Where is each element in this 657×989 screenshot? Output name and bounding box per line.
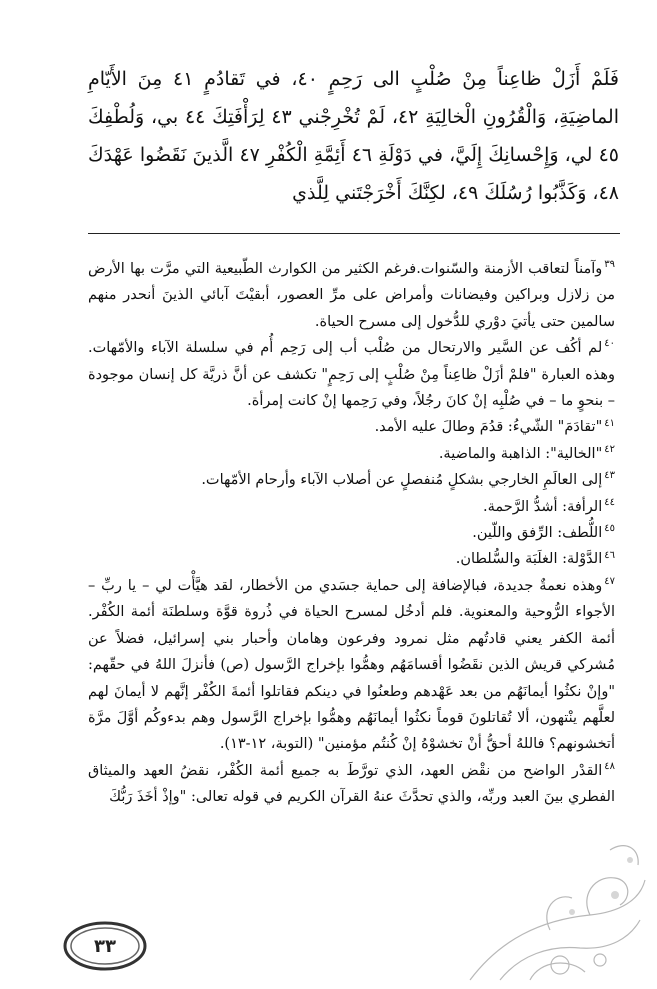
main-text bbox=[88, 60, 619, 212]
footnote-43 bbox=[88, 467, 615, 493]
main-paragraph: فَلَمْ أَزَلْ ظاعِناً مِنْ صُلْبٍ الى رَحِمٍ ٤٠، في تَقادُمٍ ٤١ مِنَ الأَيّامِ الماضِيَةِ، وَالْقُرُونِ الْخالِيَةِ ٤٢، لَمْ تُخْرِجْني ٤٣ لِرَأْفَتِكَ ٤٤ بي، وَلُطْفِكَ ٤٥ لي، وَإِحْسانِكَ إِلَيَّ، في دَوْلَةِ ٤٦ أَئِمَّةِ الْكُفْرِ ٤٧ الَّذينَ نَقَضُوا عَهْدَكَ ٤٨، وَكَذَّبُوا رُسُلَكَ ٤٩، لكِنَّكَ أَخْرَجْتَني لِلَّذي bbox=[88, 68, 620, 204]
footnote-45 bbox=[88, 520, 615, 546]
footnote-number: ٤٥ bbox=[604, 523, 615, 535]
footnote-text: لم أكُف عن السَّير والارتحال من صُلْب أب إلى رَحِم أُم في سلسلة الآباء والأمّهات. وهذه العبارة "فلمْ أزَلْ ظاعِناً مِنْ صُلْبٍ إلى رَحِمٍ" تكشف عن أنَّ ذريَّة كل إنسان موجودة – بنحوٍ ما – في صُلْبِه إنْ كانَ رجُلاً، وفي رَحِمها إنْ كانت إمرأة. bbox=[88, 340, 615, 410]
footnote-text: "تقادَمَ" الشّيءُ: قدُمَ وطالَ عليه الأمد. bbox=[374, 419, 603, 436]
floral-ornament bbox=[440, 820, 650, 985]
footnotes bbox=[88, 256, 615, 811]
footnote-46 bbox=[88, 546, 615, 572]
footnote-number: ٤٨ bbox=[604, 760, 615, 772]
footnote-47 bbox=[88, 573, 615, 758]
footnote-44 bbox=[88, 494, 615, 520]
footnote-41 bbox=[88, 414, 615, 440]
footnote-42 bbox=[88, 441, 615, 467]
footnote-number: ٤٦ bbox=[604, 549, 615, 561]
footnote-39 bbox=[88, 256, 615, 335]
footnote-48 bbox=[88, 758, 615, 811]
footnote-text: القدْر الواضح من نقْض العهد، الذي تورَّطَ به جميع أئمة الكُفْر، نقضُ العهد والميثاق الفطري بينَ العبد وربِّه، والذي تحدَّثَ عنهُ القرآن الكريم في قوله تعالى: "وإذْ أخَذَ رَبُّكَ bbox=[88, 762, 615, 806]
footnote-text: وهذه نعمةٌ جديدة، فبالإضافة إلى حماية جسَدي من الأخطار، لقد هيَّأْت لي – يا ربِّ – الأجواء الرُّوحية والمعنوية. فلم أدخُل لمسرح الحياة في ذُروة قوَّة وسلطنَة أئمة الكُفْر. أئمة الكفر يعني قادتُهم مثل نمرود وفرعون وهامان وأحبار بني إسرائيل، فضلاً عن مُشركي قريش الذين نقَضُوا أقسامَهُم وهمُّوا بإخراج الرَّسول (ص) فأنزلَ اللهُ في حقّهم: "وإنْ نكثُوا أيمانَهُم من بعد عَهْدهم وطعنُوا في دينكم فقاتلوا أئمةَ الكُفْر إنَّهم لا أيمانَ لهم لعلَّهم ينْتهون، ألا تُقاتلونَ قوماً نكثُوا أيمانَهُم وهمُّوا بإخراج الرَّسول وهم بدءوكُم أوَّلَ مرَّة أتخشونهم؟ فاللهُ أحقُّ أنْ تخشوْهُ إنْ كُنتُم مؤمنين" (التوبة، ١٢-١٣). bbox=[88, 577, 615, 753]
page-number: ٣٣ bbox=[94, 935, 116, 957]
footnote-separator bbox=[88, 233, 620, 234]
footnote-number: ٤٣ bbox=[604, 470, 615, 482]
footnote-text: "الخالية": الذاهبة والماضية. bbox=[438, 445, 603, 462]
footnote-text: الدَّوْلة: الغلَبَة والسُّلطان. bbox=[455, 551, 603, 568]
footnote-text: الرأفة: أشدُّ الرَّحمة. bbox=[483, 498, 603, 515]
footnote-40 bbox=[88, 335, 615, 414]
footnote-number: ٤٤ bbox=[604, 496, 615, 508]
footnote-text: إلى العالَمِ الخارجي بشكلٍ مُنفصلٍ عن أصلاب الآباء وأرحام الأمّهات. bbox=[201, 472, 603, 489]
footnote-number: ٤٢ bbox=[604, 444, 615, 456]
footnote-text: وآمناً لتعاقب الأزمنة والسّنوات.فرغم الكثير من الكوارث الطّبيعية التي مرَّت بها الأرض من زلازل وبراكين وفيضانات وأمراض على مرِّ العصور، أبقيْتَ آبائي الذينَ أنحدر منهم سالمين حتى يأتيَ دوْري للدُّخول إلى مسرح الحياة. bbox=[88, 261, 615, 330]
footnote-number: ٤٠ bbox=[604, 338, 615, 350]
page-number-badge bbox=[62, 920, 148, 972]
footnote-number: ٣٩ bbox=[604, 259, 615, 271]
footnote-number: ٤١ bbox=[604, 417, 615, 429]
footnote-number: ٤٧ bbox=[604, 576, 615, 588]
footnote-text: اللُّطف: الرِّفق واللّين. bbox=[472, 525, 603, 542]
